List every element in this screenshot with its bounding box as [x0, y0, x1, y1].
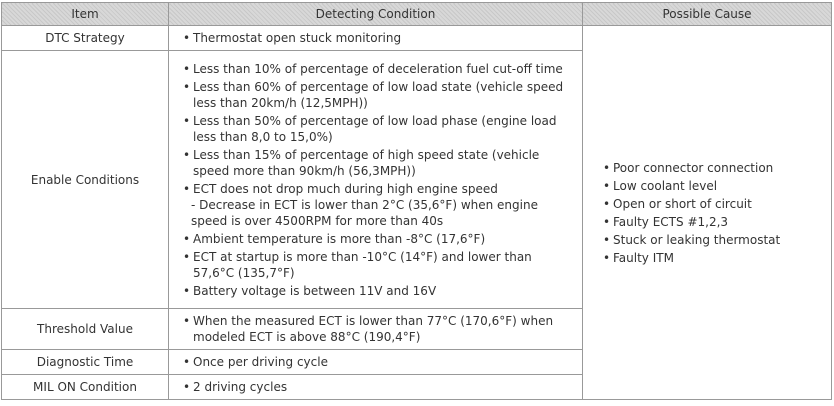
row-label-mil-on-condition: MIL ON Condition — [2, 375, 169, 400]
condition-cell — [169, 309, 583, 350]
header-possible-cause: Possible Cause — [583, 3, 832, 26]
condition-item: • Battery voltage is between 11V and 16V — [183, 283, 576, 299]
condition-item: • 2 driving cycles — [183, 379, 576, 395]
row-label-dtc-strategy: DTC Strategy — [2, 26, 169, 51]
condition-cell — [169, 375, 583, 400]
condition-subitem: - Decrease in ECT is lower than 2°C (35,6°F) when engine speed is over 4500RPM for more than 40s — [191, 197, 538, 228]
condition-cell — [169, 26, 583, 51]
possible-cause-cell — [583, 26, 832, 400]
cause-item: • Low coolant level — [603, 178, 825, 194]
cause-item: • Poor connector connection — [603, 160, 825, 176]
condition-item: • Less than 10% of percentage of deceleration fuel cut-off time — [183, 61, 576, 77]
header-detecting-condition: Detecting Condition — [169, 3, 583, 26]
condition-item-ect-drop — [183, 181, 576, 229]
row-label-threshold-value: Threshold Value — [2, 309, 169, 350]
cause-item: • Faulty ECTS #1,2,3 — [603, 214, 825, 230]
diagnostic-table — [1, 2, 832, 400]
condition-item: • When the measured ECT is lower than 77°C (170,6°F) when modeled ECT is above 88°C (190,4°F) — [183, 313, 576, 345]
condition-item: • Once per driving cycle — [183, 354, 576, 370]
row-label-enable-conditions: Enable Conditions — [2, 51, 169, 309]
cause-item: • Open or short of circuit — [603, 196, 825, 212]
condition-item: • ECT at startup is more than -10°C (14°F) and lower than 57,6°C (135,7°F) — [183, 249, 576, 281]
condition-item: • Ambient temperature is more than -8°C (17,6°F) — [183, 231, 576, 247]
condition-cell — [169, 51, 583, 309]
condition-item: • Thermostat open stuck monitoring — [183, 30, 576, 46]
condition-item: • Less than 50% of percentage of low load phase (engine load less than 8,0 to 15,0%) — [183, 113, 576, 145]
cause-item: • Stuck or leaking thermostat — [603, 232, 825, 248]
header-item: Item — [2, 3, 169, 26]
condition-item: • Less than 15% of percentage of high speed state (vehicle speed more than 90km/h (56,3MPH)) — [183, 147, 576, 179]
row-label-diagnostic-time: Diagnostic Time — [2, 350, 169, 375]
condition-text: ECT does not drop much during high engine speed — [193, 181, 498, 196]
cause-item: • Faulty ITM — [603, 250, 825, 266]
header-row — [2, 3, 832, 26]
table-row — [2, 26, 832, 51]
condition-cell — [169, 350, 583, 375]
condition-item: • Less than 60% of percentage of low load state (vehicle speed less than 20km/h (12,5MPH)) — [183, 79, 576, 111]
